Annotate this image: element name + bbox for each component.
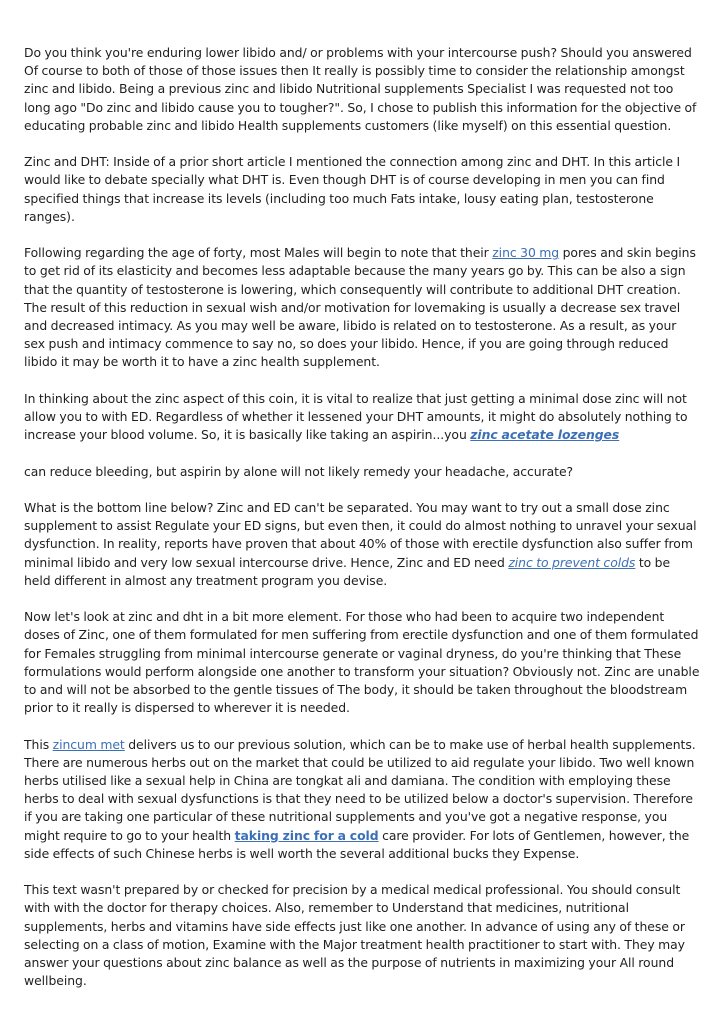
paragraph-9-text: This text wasn't prepared by or checked for precision by a medical medical professional. You should consult with with the doctor for therapy choices. Also, remember to Understand that medicines, nutritional supplements, herbs and vitamins have side effects just like one another. In advance of using any of these or selecting on a class of motion, Examine with the Major treatment health practitioner to start with. They may answer your questions about zinc balance as well as the purpose of nutrients in maximizing your All round wellbeing. bbox=[24, 882, 685, 989]
paragraph-1-text: Do you think you're enduring lower libido and/ or problems with your intercourse push? Should you answered Of course to both of those of those issues then It really is possibly time to consider the relationship amongst zinc and libido. Being a previous zinc and libido Nutritional supplements Specialist I was requested not too long ago "Do zinc and libido cause you to tougher?". So, I chose to publish this information for the objective of educating probable zinc and libido Health supplements customers (like myself) on this essential question. bbox=[24, 45, 697, 133]
paragraph-3 bbox=[24, 244, 700, 371]
paragraph-2-text: Zinc and DHT: Inside of a prior short article I mentioned the connection among zinc and DHT. In this article I would like to debate specially what DHT is. Even though DHT is of course developing in men you can find specified things that increase its levels (including too much Fats intake, lousy eating plan, testosterone ranges). bbox=[24, 154, 681, 224]
link-zinc-acetate-lozenges[interactable]: zinc acetate lozenges bbox=[470, 427, 620, 443]
paragraph-9 bbox=[24, 881, 700, 990]
link-zinc-30-mg[interactable]: zinc 30 mg bbox=[492, 245, 560, 261]
article-body bbox=[24, 44, 700, 1009]
paragraph-4 bbox=[24, 390, 700, 445]
paragraph-6-text-b: to be held different in almost any treatment program you devise. bbox=[24, 554, 671, 588]
paragraph-2 bbox=[24, 153, 700, 226]
paragraph-7 bbox=[24, 608, 700, 717]
link-zincum-met[interactable]: zincum met bbox=[52, 736, 125, 752]
paragraph-3-text-b: pores and skin begins to get rid of its elasticity and becomes less adaptable because the many years go by. This can be also a sign that the quantity of testosterone is lowering, which consequently will contribute to additional DHT creation. The result of this reduction in sexual wish and/or motivation for lovemaking is usually a decrease sex travel and decreased intimacy. As you may well be aware, libido is related on to testosterone. As a result, as your sex push and intimacy commence to say no, so does your libido. Hence, if you are going through reduced libido it may be worth it to have a zinc health supplement. bbox=[24, 245, 696, 370]
paragraph-3-text-a: Following regarding the age of forty, most Males will begin to note that their bbox=[24, 245, 493, 261]
paragraph-8-text-a: This bbox=[24, 736, 53, 752]
paragraph-5 bbox=[24, 463, 700, 481]
paragraph-5-text: can reduce bleeding, but aspirin by alone will not likely remedy your headache, accurate? bbox=[24, 463, 574, 479]
link-zinc-to-prevent-colds[interactable]: zinc to prevent colds bbox=[508, 554, 636, 570]
link-taking-zinc-for-a-cold[interactable]: taking zinc for a cold bbox=[234, 827, 379, 843]
paragraph-6-text-a: What is the bottom line below? Zinc and ED can't be separated. You may want to try out a small dose zinc supplement to assist Regulate your ED signs, but even then, it could do almost nothing to unravel your sexual dysfunction. In reality, reports have proven that about 40% of those with erectile dysfunction also suffer from minimal libido and very low sexual intercourse drive. Hence, Zinc and ED need bbox=[24, 500, 697, 570]
paragraph-4-text: In thinking about the zinc aspect of this coin, it is vital to realize that just getting a minimal dose zinc will not allow you to with ED. Regardless of whether it lessened your DHT amounts, it might do absolutely nothing to increase your blood volume. So, it is basically like taking an aspirin...you bbox=[24, 390, 688, 443]
paragraph-7-text: Now let's look at zinc and dht in a bit more element. For those who had been to acquire two independent doses of Zinc, one of them formulated for men suffering from erectile dysfunction and one of them formulated for Females struggling from minimal intercourse generate or vaginal dryness, do you're thinking that These formulations would perform alongside one another to transform your situation? Obviously not. Zinc are unable to and will not be absorbed to the gentle tissues of The body, it should be taken throughout the bloodstream prior to it really is dispersed to wherever it is needed. bbox=[24, 609, 700, 716]
paragraph-1 bbox=[24, 44, 700, 135]
paragraph-8-text-b: delivers us to our previous solution, which can be to make use of herbal health supplements. There are numerous herbs out on the market that could be utilized to aid regulate your libido. Two well known herbs utilised like a sexual help in China are tongkat ali and damiana. The condition with employing these herbs to deal with sexual dysfunctions is that they need to be utilized below a doctor's supervision. Therefore if you are taking one particular of these nutritional supplements and you've got a negative response, you might require to go to your health bbox=[24, 736, 696, 843]
paragraph-6 bbox=[24, 499, 700, 590]
paragraph-8 bbox=[24, 736, 700, 863]
paragraph-8-text-c: care provider. For lots of Gentlemen, however, the side effects of such Chinese herbs is well worth the several additional bucks they Expense. bbox=[24, 827, 690, 861]
